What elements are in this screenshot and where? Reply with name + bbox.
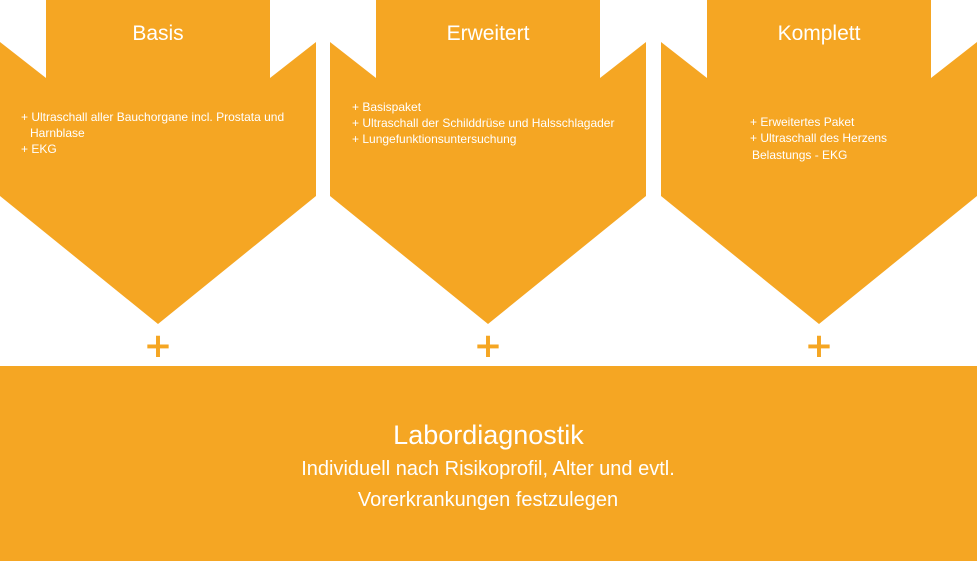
labordiagnostik-title: Labordiagnostik	[393, 420, 584, 450]
basis-items	[21, 109, 311, 157]
komplett-item: + Ultraschall des Herzens	[750, 131, 888, 145]
komplett-item: + Erweitertes Paket	[750, 115, 855, 129]
komplett-items	[750, 114, 950, 163]
komplett-title: Komplett	[777, 22, 861, 45]
komplett-item: Belastungs - EKG	[752, 148, 848, 162]
basis-arrow-shape	[0, 0, 316, 324]
basis-item: + Ultraschall aller Bauchorgane incl. Prostata und	[21, 110, 285, 124]
plus-icon: +	[143, 326, 173, 366]
erweitert-item: + Ultraschall der Schilddrüse und Halsschlagader	[352, 116, 615, 130]
plus-icon: +	[804, 326, 834, 366]
erweitert-item: + Basispaket	[352, 100, 422, 114]
basis-item: Harnblase	[30, 126, 85, 140]
basis-item: + EKG	[21, 142, 57, 156]
erweitert-title: Erweitert	[446, 22, 530, 45]
labordiagnostik-description: Individuell nach Risikoprofil, Alter und evtl. Vorerkrankungen festzulegen	[301, 458, 675, 511]
basis-title: Basis	[132, 22, 184, 45]
plus-icon: +	[473, 326, 503, 366]
erweitert-arrow-shape	[330, 0, 646, 324]
erweitert-items	[352, 99, 642, 147]
labordiagnostik-box	[0, 366, 977, 561]
erweitert-item: + Lungefunktionsuntersuchung	[352, 132, 517, 146]
